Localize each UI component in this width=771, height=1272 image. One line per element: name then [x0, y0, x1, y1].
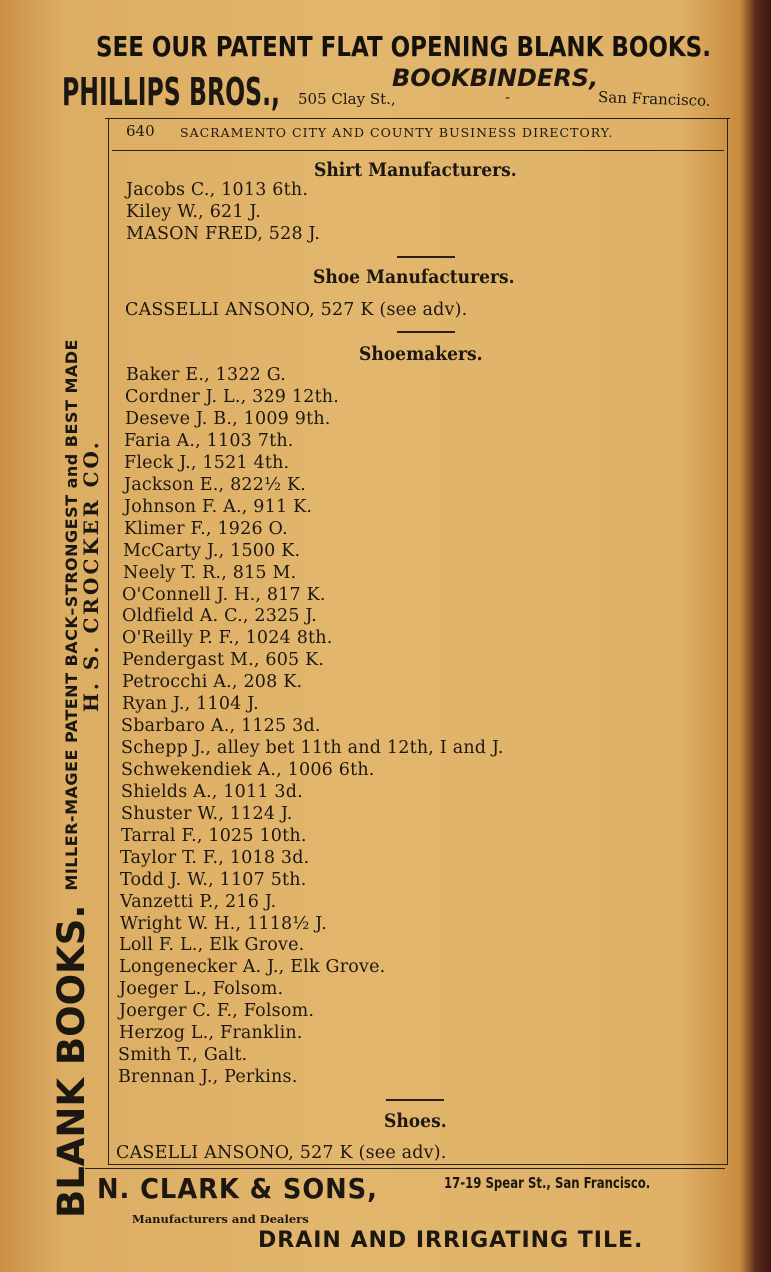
list-item: Brennan J., Perkins. [118, 1067, 298, 1087]
list-item: Wright W. H., 1118½ J. [120, 914, 327, 934]
bottom-ad-product: DRAIN AND IRRIGATING TILE. [258, 1228, 644, 1253]
list-item: Sbarbaro A., 1125 3d. [121, 716, 321, 736]
list-item: CASSELLI ANSONO, 527 K (see adv). [125, 300, 468, 320]
section-divider [397, 331, 455, 333]
top-ad-headline: SEE OUR PATENT FLAT OPENING BLANK BOOKS. [96, 30, 711, 63]
side-ad-crocker: H. S. CROCKER CO. [79, 439, 103, 712]
list-item: Schepp J., alley bet 11th and 12th, I and J. [121, 738, 504, 758]
list-item: Jacobs C., 1013 6th. [126, 180, 309, 200]
list-item: Petrocchi A., 208 K. [122, 672, 303, 692]
list-item: Tarral F., 1025 10th. [121, 826, 307, 846]
head-rule [112, 150, 724, 151]
list-item: O'Connell J. H., 817 K. [122, 585, 326, 605]
heading-shirt-manufacturers: Shirt Manufacturers. [314, 159, 517, 181]
list-item: Taylor T. F., 1018 3d. [120, 848, 310, 868]
heading-shoe-manufacturers: Shoe Manufacturers. [313, 266, 515, 288]
list-item: Klimer F., 1926 O. [124, 519, 288, 539]
list-item: Loll F. L., Elk Grove. [119, 935, 305, 955]
list-item: Shuster W., 1124 J. [121, 804, 293, 824]
list-item: Pendergast M., 605 K. [122, 650, 325, 670]
list-item: Deseve J. B., 1009 9th. [125, 409, 331, 429]
bottom-ad-tagline: Manufacturers and Dealers [132, 1212, 309, 1226]
page-number: 640 [126, 122, 155, 140]
list-item: Jackson E., 822½ K. [124, 475, 307, 495]
side-ad-blank-books: BLANK BOOKS. [50, 904, 93, 1218]
list-item: Cordner J. L., 329 12th. [125, 387, 340, 407]
top-ad-street: 505 Clay St., [298, 90, 396, 108]
bottom-rule [85, 1168, 725, 1169]
list-item: Kiley W., 621 J. [126, 202, 262, 222]
top-ad-city: San Francisco. [597, 88, 711, 110]
list-item: Longenecker A. J., Elk Grove. [119, 957, 386, 977]
side-ad-miller-magee: MILLER-MAGEE PATENT BACK–STRONGEST and BEST MADE [62, 339, 81, 891]
heading-shoes: Shoes. [384, 1110, 447, 1132]
list-item: Joerger C. F., Folsom. [119, 1001, 315, 1021]
list-item: Herzog L., Franklin. [119, 1023, 303, 1043]
section-divider [397, 256, 455, 258]
heading-shoemakers: Shoemakers. [359, 343, 483, 365]
list-item: Smith T., Galt. [118, 1045, 248, 1065]
list-item: McCarty J., 1500 K. [123, 541, 301, 561]
bottom-ad-address: 17-19 Spear St., San Francisco. [444, 1174, 651, 1192]
list-item: Faria A., 1103 7th. [124, 431, 294, 451]
top-ad-company: PHILLIPS BROS., [62, 70, 280, 114]
list-item: Johnson F. A., 911 K. [124, 497, 313, 517]
list-item: Shields A., 1011 3d. [121, 782, 303, 802]
list-item: Vanzetti P., 216 J. [120, 892, 277, 912]
running-head: SACRAMENTO CITY AND COUNTY BUSINESS DIRECTORY. [180, 125, 614, 140]
list-item: Ryan J., 1104 J. [122, 694, 259, 714]
list-item: MASON FRED, 528 J. [126, 224, 321, 244]
bottom-ad-company: N. CLARK & SONS, [97, 1172, 378, 1205]
list-item: Fleck J., 1521 4th. [124, 453, 290, 473]
list-item: Oldfield A. C., 2325 J. [122, 606, 318, 626]
list-item: O'Reilly P. F., 1024 8th. [122, 628, 333, 648]
list-item: Schwekendiek A., 1006 6th. [121, 760, 375, 780]
list-item: Todd J. W., 1107 5th. [120, 870, 307, 890]
top-ad-dash: - [505, 88, 511, 106]
list-item: Joeger L., Folsom. [119, 979, 284, 999]
list-item: CASELLI ANSONO, 527 K (see adv). [116, 1143, 447, 1163]
list-item: Baker E., 1322 G. [126, 365, 287, 385]
list-item: Neely T. R., 815 M. [123, 563, 297, 583]
top-ad-trade: BOOKBINDERS, [392, 64, 599, 92]
section-divider [386, 1099, 444, 1101]
